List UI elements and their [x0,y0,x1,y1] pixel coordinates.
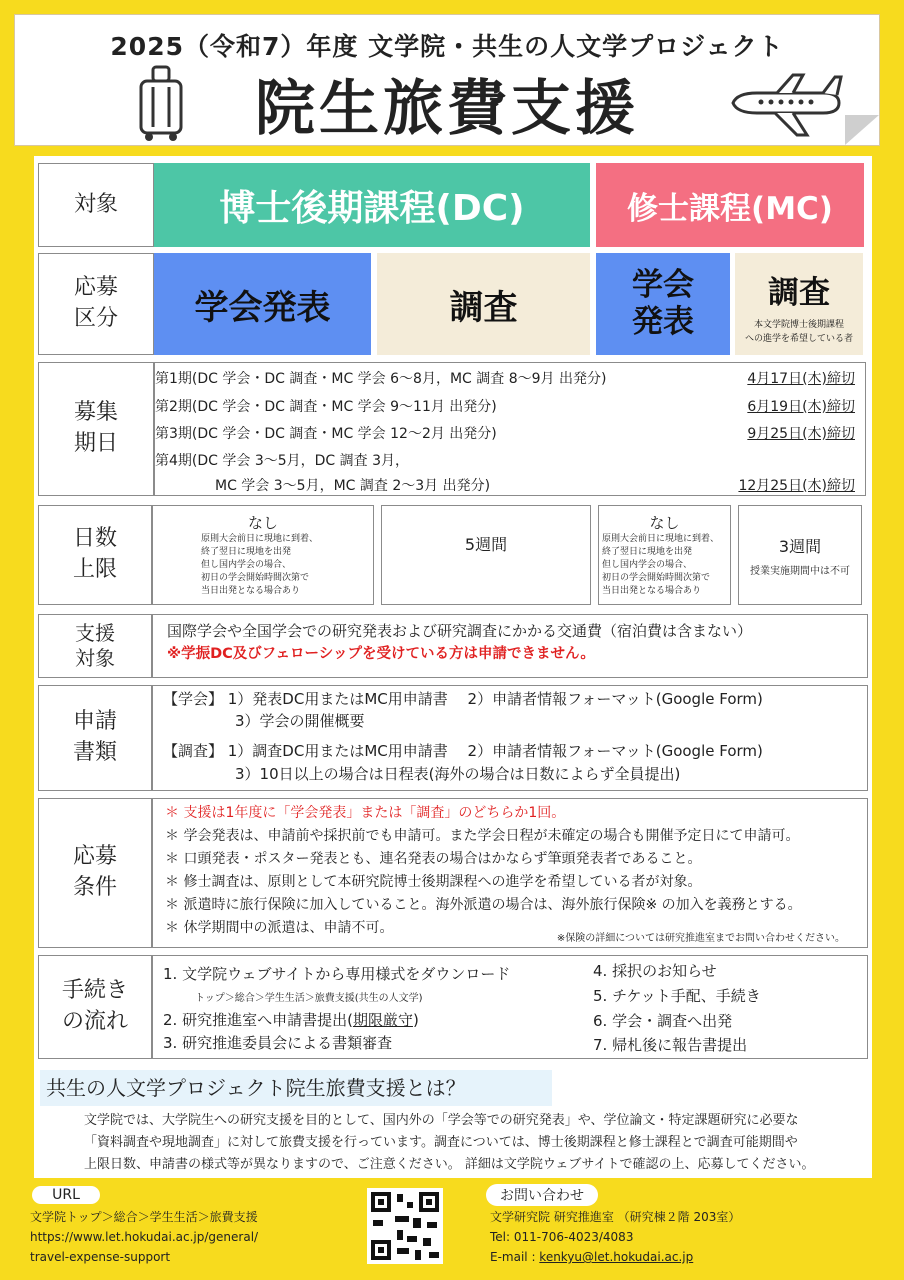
category-dc-survey: 調査 [377,253,590,355]
period-row: 第1期(DC 学会・DC 調査・MC 学会 6～8月，MC 調査 8～9月 出発分) [155,371,607,387]
period-deadline: 6月19日(木)締切 [747,399,855,415]
label-category: 応募 区分 [38,253,154,355]
documents-line: 3）10日以上の場合は日程表(海外の場合は日数によらず全員提出) [235,765,681,783]
label-period: 募集 期日 [38,362,154,496]
flow-path: トップ＞総合＞学生生活＞旅費支援(共生の人文学) [195,993,423,1004]
url-block: 文学院トップ＞総合＞学生生活＞旅費支援 https://www.let.hokudai.ac.jp/general/ travel-expense-support [30,1207,258,1267]
conditions-note: ※保険の詳細については研究推進室までお問い合わせください。 [556,933,845,944]
label-days: 日数 上限 [38,505,152,605]
category-dc-presentation: 学会発表 [154,253,371,355]
contact-email-link[interactable]: kenkyu@let.hokudai.ac.jp [539,1250,694,1264]
header-subtitle: 2025（令和7）年度 文学院・共生の人文学プロジェクト [110,32,784,61]
documents-content [152,685,868,791]
about-text: 文学院では、大学院生への研究支援を目的として、国内外の「学会等での研究発表」や、学位論文・特定課題研究に必要な 「資料調査や現地調査」に対して旅費支援を行っています。調査については、博士後期課程と修士課程とで調査可能期間や 上限日数、申請書の様式等が異なりますので、ご注意ください。 詳細は文学院ウェブサイトで確認の上、応募してください。 [84,1113,815,1172]
contact-block: 文学研究院 研究推進室 （研究棟２階 203室） Tel: 011-706-4023/4083 E-mail : kenkyu@let.hokudai.ac.jp [490,1210,741,1264]
documents-line: 3）学会の開催概要 [235,712,365,730]
days-mc-survey: 3週間 授業実施期間中は不可 [738,505,862,605]
label-conditions: 応募 条件 [38,798,152,948]
period-row: 第2期(DC 学会・DC 調査・MC 学会 9～11月 出発分) [155,399,497,415]
flow-step: 3. 研究推進委員会による書類審査 [163,1034,393,1052]
url-link[interactable]: https://www.let.hokudai.ac.jp/general/ [30,1230,259,1244]
label-target: 対象 [38,163,154,247]
contact-label: お問い合わせ [486,1184,598,1206]
target-mc: 修士課程(MC) [596,163,864,247]
label-flow: 手続き の流れ [38,955,152,1059]
days-mc-presentation: なし 原則大会前日に現地に到着、 終了翌日に現地を出発 但し国内学会の場合、 初日の学会開始時間次第で 当日出発となる場合あり [598,505,731,605]
conditions-line: ＊ 派遣時に旅行保険に加入していること。海外派遣の場合は、海外旅行保険※ の加入を義務とする。 [165,897,802,913]
conditions-line: ＊ 学会発表は、申請前や採択前でも申請可。また学会日程が未確定の場合も開催予定日にて申請可。 [165,828,800,844]
days-dc-presentation: なし 原則大会前日に現地に到着、 終了翌日に現地を出発 但し国内学会の場合、 初日の学会開始時間次第で 当日出発となる場合あり [152,505,374,605]
category-mc-presentation: 学会 発表 [596,253,730,355]
target-dc: 博士後期課程(DC) [154,163,590,247]
documents-line: 【調査】 1）調査DC用またはMC用申請書 2）申請者情報フォーマット(Google Form) [163,742,763,760]
period-row: 第4期(DC 学会 3～5月，DC 調査 3月， [155,453,410,469]
label-documents: 申請 書類 [38,685,152,791]
qr-code[interactable] [367,1188,443,1264]
conditions-line: ＊ 休学期間中の派遣は、申請不可。 [165,920,394,936]
flow-step: 1. 文学院ウェブサイトから専用様式をダウンロード [163,965,511,983]
conditions-line: ＊ 支援は1年度に「学会発表」または「調査」のどちらか1回。 [165,805,566,821]
conditions-line: ＊ 口頭発表・ポスター発表とも、連名発表の場合はかならず筆頭発表者であること。 [165,851,702,867]
conditions-content [152,798,868,948]
period-deadline: 9月25日(木)締切 [747,426,855,442]
label-support: 支援 対象 [38,614,152,678]
flow-step: 2. 研究推進室へ申請書提出(期限厳守) [163,1011,419,1029]
days-dc-survey: 5週間 [381,505,591,605]
url-link[interactable]: travel-expense-support [30,1250,171,1264]
period-row: MC 学会 3～5月，MC 調査 2～3月 出発分) [215,478,491,494]
flow-step: 5. チケット手配、手続き [593,987,761,1005]
flow-step: 4. 採択のお知らせ [593,962,717,980]
flow-step: 7. 帰札後に報告書提出 [593,1036,748,1054]
flow-step: 6. 学会・調査へ出発 [593,1012,733,1030]
period-content [154,362,866,496]
header-title: 院生旅費支援 [255,74,639,144]
category-mc-survey: 調査 本文学院博士後期課程 への進学を希望している者 [735,253,863,355]
documents-line: 【学会】 1）発表DC用またはMC用申請書 2）申請者情報フォーマット(Google Form) [163,690,763,708]
header-banner [14,14,880,146]
airplane-icon [727,73,845,137]
flow-content [152,955,868,1059]
suitcase-icon [133,63,191,143]
period-row: 第3期(DC 学会・DC 調査・MC 学会 12～2月 出発分) [155,426,497,442]
conditions-line: ＊ 修士調査は、原則として本研究院博士後期課程への進学を希望している者が対象。 [165,874,702,890]
url-label: URL [32,1186,100,1204]
period-deadline: 4月17日(木)締切 [747,371,855,387]
period-deadline: 12月25日(木)締切 [738,478,855,494]
support-content: 国際学会や全国学会での研究発表および研究調査にかかる交通費（宿泊費は含まない） ※学振DC及びフェローシップを受けている方は申請できません。 [152,614,868,678]
about-heading: 共生の人文学プロジェクト院生旅費支援とは？ [40,1070,552,1106]
